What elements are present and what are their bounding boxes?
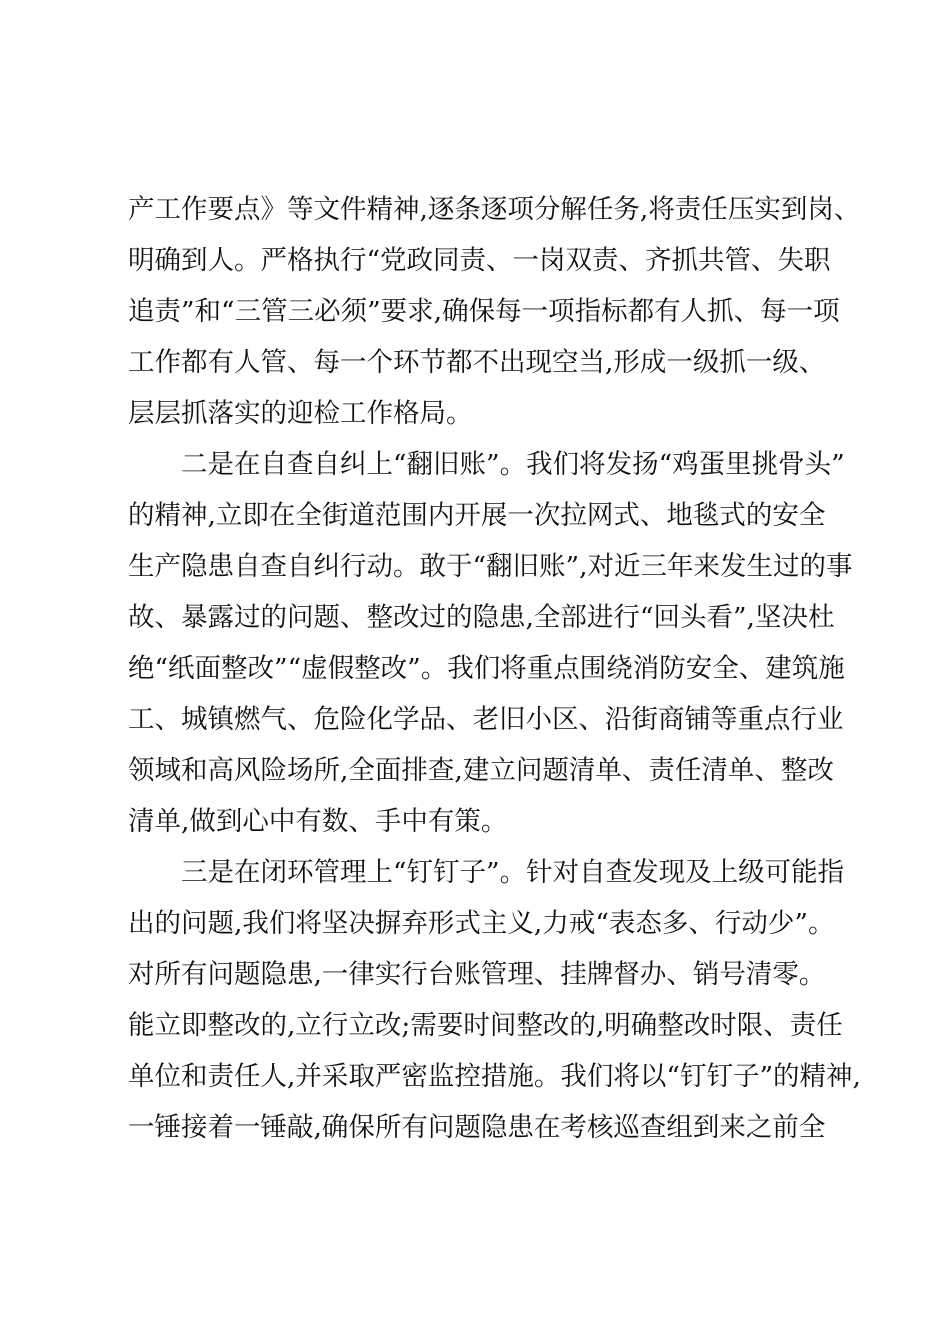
paragraph-start-line: 二是在自查自纠上“翻旧账”。我们将发扬“鸡蛋里挑骨头”	[181, 449, 845, 480]
text-line: 明确到人。严格执行“党政同责、一岗双责、齐抓共管、失职	[128, 245, 831, 276]
text-line: 层层抓落实的迎检工作格局。	[128, 398, 473, 429]
text-line: 能立即整改的,立行立改;需要时间整改的,明确整改时限、责任	[128, 1010, 843, 1041]
body-text	[128, 184, 861, 1153]
text-line: 故、暴露过的问题、整改过的隐患,全部进行“回头看”,坚决杜	[128, 602, 835, 633]
text-line: 绝“纸面整改”“虚假整改”。我们将重点围绕消防安全、建筑施	[128, 653, 845, 684]
text-line: 工、城镇燃气、危险化学品、老旧小区、沿街商铺等重点行业	[128, 704, 844, 735]
text-line: 领域和高风险场所,全面排查,建立问题清单、责任清单、整改	[128, 755, 834, 786]
text-line: 的精神,立即在全街道范围内开展一次拉网式、地毯式的安全	[128, 500, 826, 531]
text-line: 追责”和“三管三必须”要求,确保每一项指标都有人抓、每一项	[128, 296, 840, 327]
text-line: 出的问题,我们将坚决摒弃形式主义,力戒“表态多、行动少”。	[128, 908, 835, 939]
text-line: 单位和责任人,并采取严密监控措施。我们将以“钉钉子”的精神,	[128, 1061, 861, 1092]
text-line: 工作都有人管、每一个环节都不出现空当,形成一级抓一级、	[128, 347, 826, 378]
text-line: 对所有问题隐患,一律实行台账管理、挂牌督办、销号清零。	[128, 959, 826, 990]
text-line: 生产隐患自查自纠行动。敢于“翻旧账”,对近三年来发生过的事	[128, 551, 853, 582]
text-line: 清单,做到心中有数、手中有策。	[128, 806, 508, 837]
text-line: 一锤接着一锤敲,确保所有问题隐患在考核巡查组到来之前全	[128, 1112, 826, 1143]
text-line: 产工作要点》等文件精神,逐条逐项分解任务,将责任压实到岗、	[128, 194, 861, 225]
paragraph-start-line: 三是在闭环管理上“钉钉子”。针对自查发现及上级可能指	[181, 857, 845, 888]
